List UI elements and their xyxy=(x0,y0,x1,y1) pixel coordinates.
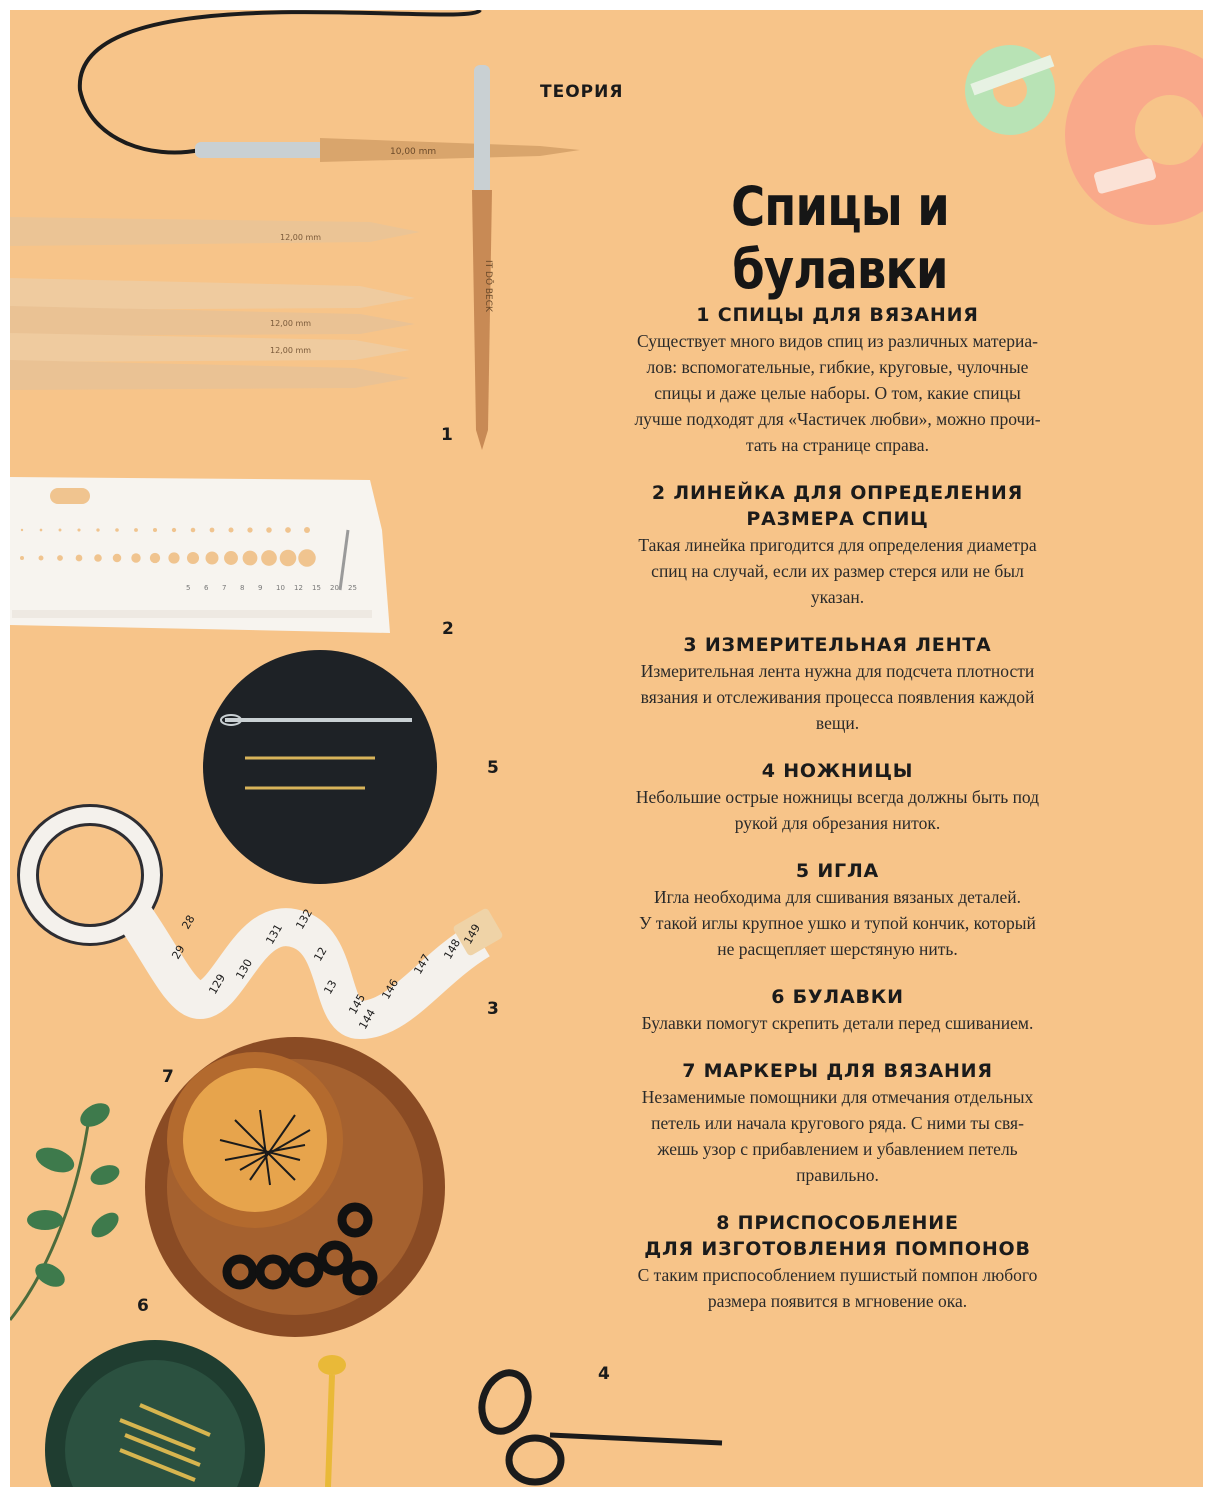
tape-number: 12 xyxy=(311,944,330,964)
item-body-line: Незаменимые помощники для отмечания отдельных xyxy=(641,1087,1034,1107)
gauge-number: 10 xyxy=(276,584,285,592)
items-list xyxy=(585,302,1090,1336)
item-body-line: не расщепляет шерстяную нить. xyxy=(717,939,958,959)
item-body-line: лов: вспомогательные, гибкие, круговые, чулочные xyxy=(646,357,1029,377)
photo-number-3: 3 xyxy=(487,999,499,1019)
item-body xyxy=(585,884,1090,962)
gauge-hole xyxy=(280,550,297,567)
gauge-hole xyxy=(113,554,122,563)
item-6 xyxy=(585,984,1090,1036)
tape-number: 28 xyxy=(179,912,198,932)
dpn-2 xyxy=(10,278,415,310)
item-body xyxy=(585,328,1090,458)
item-heading-line: РАЗМЕРА СПИЦ xyxy=(746,508,929,530)
item-heading-line: 1 СПИЦЫ ДЛЯ ВЯЗАНИЯ xyxy=(696,304,979,326)
item-heading xyxy=(585,858,1090,884)
gauge-hole xyxy=(187,552,199,564)
item-body-line: Булавки помогут скрепить детали перед сшиванием. xyxy=(641,1013,1034,1033)
gauge-hole xyxy=(206,552,219,565)
gauge-hole xyxy=(298,549,316,567)
gauge-hole-small xyxy=(172,528,176,532)
item-body-line: Измерительная лента нужна для подсчета плотности xyxy=(640,661,1035,681)
item-heading-line: 3 ИЗМЕРИТЕЛЬНАЯ ЛЕНТА xyxy=(683,634,992,656)
item-body-line: Существует много видов спиц из различных материа- xyxy=(637,331,1038,351)
item-body-line: тать на странице справа. xyxy=(746,435,929,455)
gauge-hole xyxy=(94,554,102,562)
tape-number: 147 xyxy=(411,951,434,977)
item-4 xyxy=(585,758,1090,836)
section-label: ТЕОРИЯ xyxy=(540,82,624,102)
item-5 xyxy=(585,858,1090,962)
gauge-number: 9 xyxy=(258,584,263,592)
photo-number-4: 4 xyxy=(598,1364,610,1384)
page xyxy=(10,10,1203,1487)
tape-number: 130 xyxy=(233,956,256,982)
gauge-number: 7 xyxy=(222,584,227,592)
item-body-line: Игла необходима для сшивания вязаных деталей. xyxy=(654,887,1021,907)
gauge-hole xyxy=(150,553,160,563)
needle-cable xyxy=(80,10,480,153)
needle-horizontal xyxy=(320,138,580,162)
gauge-number: 12 xyxy=(294,584,303,592)
item-body-line: правильно. xyxy=(796,1165,879,1185)
tape-number: 149 xyxy=(461,921,484,947)
gauge-hole-small xyxy=(96,528,99,531)
item-body-line: спицы и даже целые наборы. О том, какие спицы xyxy=(654,383,1021,403)
dpn-3 xyxy=(10,306,415,336)
gauge-hole-small xyxy=(40,529,43,532)
gauge-hole xyxy=(131,553,140,562)
gauge-number: 6 xyxy=(204,584,209,592)
gauge-hole xyxy=(243,551,258,566)
pompom-maker-green xyxy=(965,45,1055,135)
item-body xyxy=(585,532,1090,610)
item-heading xyxy=(585,758,1090,784)
gauge-hole-small xyxy=(59,529,62,532)
photo-number-7: 7 xyxy=(162,1067,174,1087)
item-heading-line: 6 БУЛАВКИ xyxy=(771,986,904,1008)
tape-number: 131 xyxy=(263,921,286,947)
gauge-hole-small xyxy=(191,528,196,533)
item-body-line: У такой иглы крупное ушко и тупой кончик, который xyxy=(639,913,1036,933)
gauge-hole-small xyxy=(210,528,215,533)
item-3 xyxy=(585,632,1090,736)
page-title: Спицы и булавки xyxy=(731,175,949,301)
wooden-bowl xyxy=(145,1037,445,1337)
dpn-1 xyxy=(10,217,420,246)
item-heading-line: 7 МАРКЕРЫ ДЛЯ ВЯЗАНИЯ xyxy=(682,1060,993,1082)
item-8 xyxy=(585,1210,1090,1314)
gauge-hole xyxy=(39,556,44,561)
item-1 xyxy=(585,302,1090,458)
item-body-line: лучше подходят для «Частичек любви», можно прочи- xyxy=(634,409,1041,429)
item-body-line: Такая линейка пригодится для определения диаметра xyxy=(638,535,1037,555)
item-body xyxy=(585,1010,1090,1036)
pompom-maker-peach xyxy=(1065,45,1203,225)
gauge-hole-small xyxy=(115,528,119,532)
tape-number: 29 xyxy=(169,942,188,962)
green-dish xyxy=(45,1340,265,1487)
item-heading-line: 2 ЛИНЕЙКА ДЛЯ ОПРЕДЕЛЕНИЯ xyxy=(651,482,1024,504)
gauge-hole-small xyxy=(228,527,233,532)
gauge-hole-small xyxy=(153,528,157,532)
gauge-hole-small xyxy=(21,529,23,531)
gauge-hole xyxy=(20,556,24,560)
eucalyptus-sprig xyxy=(10,1098,123,1320)
item-heading xyxy=(585,984,1090,1010)
tape-number: 13 xyxy=(321,977,340,997)
item-heading-line: 5 ИГЛА xyxy=(795,860,880,882)
needle-gauge-ruler xyxy=(10,477,390,633)
gold-spoon xyxy=(318,1355,346,1487)
item-body xyxy=(585,1084,1090,1188)
item-heading-line: 8 ПРИСПОСОБЛЕНИЕ xyxy=(716,1212,959,1234)
gauge-number: 15 xyxy=(312,584,321,592)
gauge-number: 8 xyxy=(240,584,245,592)
item-body-line: С таким приспособлением пушистый помпон любого xyxy=(637,1265,1038,1285)
photo-number-5: 5 xyxy=(487,758,499,778)
item-7 xyxy=(585,1058,1090,1188)
gauge-hole-small xyxy=(304,527,310,533)
gauge-hole-small xyxy=(285,527,291,533)
needle-metal-joint xyxy=(195,142,325,158)
photo-number-6: 6 xyxy=(137,1296,149,1316)
gauge-hole xyxy=(76,555,83,562)
dpn-label-2: 12,00 mm xyxy=(270,319,312,328)
item-body-line: Небольшие острые ножницы всегда должны быть под xyxy=(635,787,1040,807)
item-body xyxy=(585,658,1090,736)
needle-vertical xyxy=(472,190,492,450)
tape-number: 129 xyxy=(206,971,229,997)
item-body xyxy=(585,784,1090,836)
item-body-line: вязания и отслеживания процесса появления каждой xyxy=(640,687,1035,707)
photo-number-1: 1 xyxy=(441,425,453,445)
item-heading xyxy=(585,1210,1090,1262)
item-body-line: спиц на случай, если их размер стерся или не был xyxy=(651,561,1024,581)
item-heading xyxy=(585,302,1090,328)
gauge-hole xyxy=(261,550,277,566)
needle-label-horizontal: 10,00 mm xyxy=(390,147,437,157)
item-body xyxy=(585,1262,1090,1314)
gauge-hole-small xyxy=(77,528,80,531)
gauge-hole xyxy=(57,555,63,561)
item-heading-line: ДЛЯ ИЗГОТОВЛЕНИЯ ПОМПОНОВ xyxy=(644,1238,1031,1260)
gauge-hole-small xyxy=(134,528,138,532)
item-body-line: петель или начала кругового ряда. С ними ты свя- xyxy=(651,1113,1024,1133)
item-2 xyxy=(585,480,1090,610)
tape-number: 145 xyxy=(346,991,369,1017)
item-body-line: жешь узор с прибавлением и убавлением петель xyxy=(657,1139,1018,1159)
item-heading xyxy=(585,480,1090,532)
needle-label-vertical: IT DŌ BECK xyxy=(483,260,493,312)
dpn-label-1: 12,00 mm xyxy=(280,233,322,242)
dpn-4 xyxy=(10,333,410,362)
gauge-number: 25 xyxy=(348,584,357,592)
item-heading-line: 4 НОЖНИЦЫ xyxy=(761,760,914,782)
item-body-line: рукой для обрезания ниток. xyxy=(734,813,941,833)
gauge-hole xyxy=(168,552,179,563)
gauge-hole-small xyxy=(247,527,252,532)
tape-number: 148 xyxy=(441,936,464,962)
slate-with-needles xyxy=(203,650,437,884)
tape-number: 144 xyxy=(356,1006,379,1032)
item-heading xyxy=(585,632,1090,658)
gauge-number: 20 xyxy=(330,584,339,592)
item-body-line: вещи. xyxy=(815,713,860,733)
tape-number: 146 xyxy=(379,976,402,1002)
item-body-line: размера появится в мгновение ока. xyxy=(707,1291,968,1311)
dpn-label-3: 12,00 mm xyxy=(270,346,312,355)
item-body-line: указан. xyxy=(810,587,865,607)
item-heading xyxy=(585,1058,1090,1084)
photo-number-2: 2 xyxy=(442,619,454,639)
gauge-number: 5 xyxy=(186,584,191,592)
gauge-hole-small xyxy=(266,527,272,533)
dpn-5 xyxy=(10,360,410,390)
needle-vertical-joint xyxy=(474,65,490,195)
gauge-hole xyxy=(224,551,238,565)
tape-number: 132 xyxy=(293,906,316,932)
